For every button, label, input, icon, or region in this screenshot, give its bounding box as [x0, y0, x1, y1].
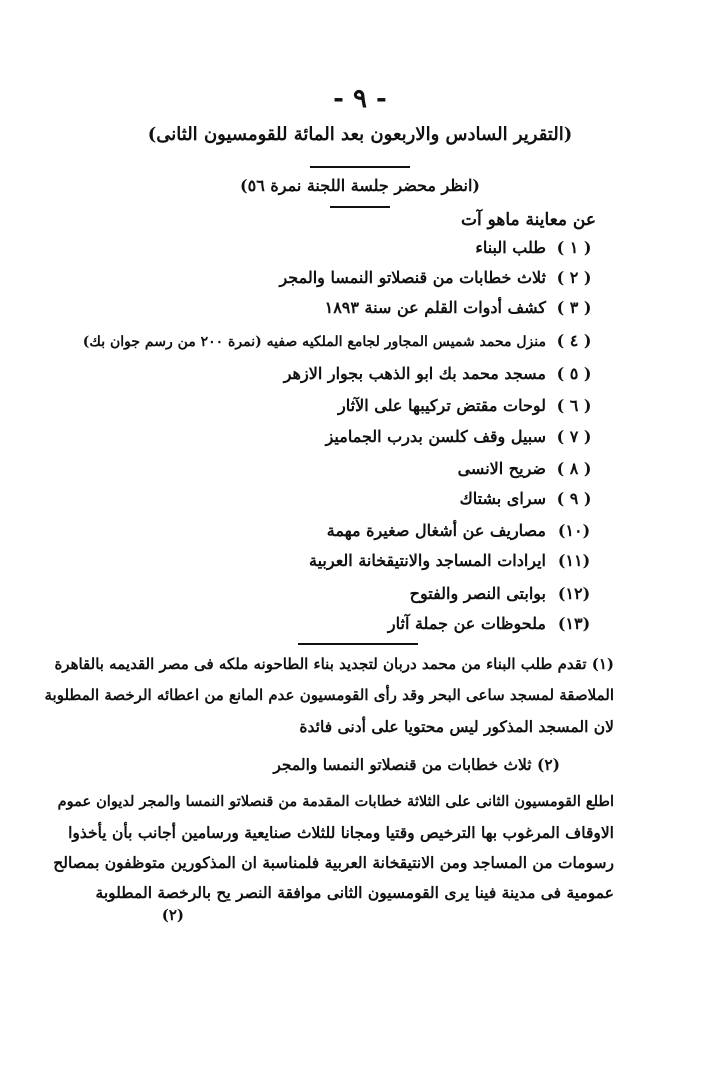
list-item: ( ٢ )ثلاث خطابات من قنصلاتو النمسا والمجر [279, 268, 592, 287]
page-number: - ٩ - [333, 84, 387, 114]
paragraph-2-line: الاوقاف المرغوب بها الترخيص وقتيا ومجانا للثلاث صنايعية ورسامين أجانب بأن يأخذوا [68, 823, 614, 842]
list-item: ( ٣ )كشف أدوات القلم عن سنة ١٨٩٣ [324, 298, 592, 317]
list-item: ( ٩ )سراى بشتاك [459, 489, 592, 508]
list-item: ( ٨ )ضريح الانسى [457, 459, 592, 478]
section-2-heading: (٢) ثلاث خطابات من قنصلاتو النمسا والمجر [273, 755, 560, 774]
list-item: (١١)ايرادات المساجد والانتيقخانة العربية [309, 551, 591, 570]
list-item: ( ٥ )مسجد محمد بك ابو الذهب بجوار الازهر [283, 364, 592, 383]
paragraph-1-line: لان المسجد المذكور ليس محتويا على أدنى فائدة [299, 717, 614, 736]
section-divider [298, 643, 418, 645]
report-subtitle: (انظر محضر جلسة اللجنة نمرة ٥٦) [240, 176, 480, 195]
paragraph-2-line: رسومات من المساجد ومن الانتيقخانة العربية فلمناسبة ان المذكورين متوظفون بمصالح [53, 853, 614, 872]
report-title: (التقرير السادس والاربعون بعد المائة للقومسيون الثانى) [147, 124, 573, 145]
list-item: ( ١ )طلب البناء [475, 238, 592, 257]
title-underline [310, 166, 410, 168]
list-item: (١٣)ملحوظات عن جملة آثار [387, 614, 591, 633]
subtitle-underline [330, 206, 390, 208]
list-item: (١٢)بوابتى النصر والفتوح [409, 584, 591, 603]
footer-signature-mark: (٢) [161, 906, 184, 924]
list-item: (١٠)مصاريف عن أشغال صغيرة مهمة [326, 521, 591, 540]
paragraph-2-line: اطلع القومسيون الثانى على الثلاثة خطابات المقدمة من قنصلاتو النمسا والمجر لديوان عموم [57, 793, 614, 810]
section-heading: عن معاينة ماهو آت [460, 210, 596, 230]
paragraph-2-line: عمومية فى مدينة فينا يرى القومسيون الثانى موافقة النصر يح بالرخصة المطلوبة [95, 883, 614, 902]
list-item: ( ٧ )سبيل وقف كلسن بدرب الجماميز [325, 427, 592, 446]
paragraph-1-line: الملاصقة لمسجد ساعى البحر وقد رأى القومسيون عدم المانع من اعطائه الرخصة المطلوبة [44, 686, 614, 704]
paragraph-1-line: (١) تقدم طلب البناء من محمد دربان لتجديد بناء الطاحونه ملكه فى مصر القديمه بالقاهرة [54, 655, 614, 673]
list-item: ( ٤ )منزل محمد شميس المجاور لجامع الملكيه صفيه (نمرة ٢٠٠ من رسم جوان بك) [82, 331, 592, 350]
list-item: ( ٦ )لوحات مقتض تركيبها على الآثار [338, 396, 592, 415]
